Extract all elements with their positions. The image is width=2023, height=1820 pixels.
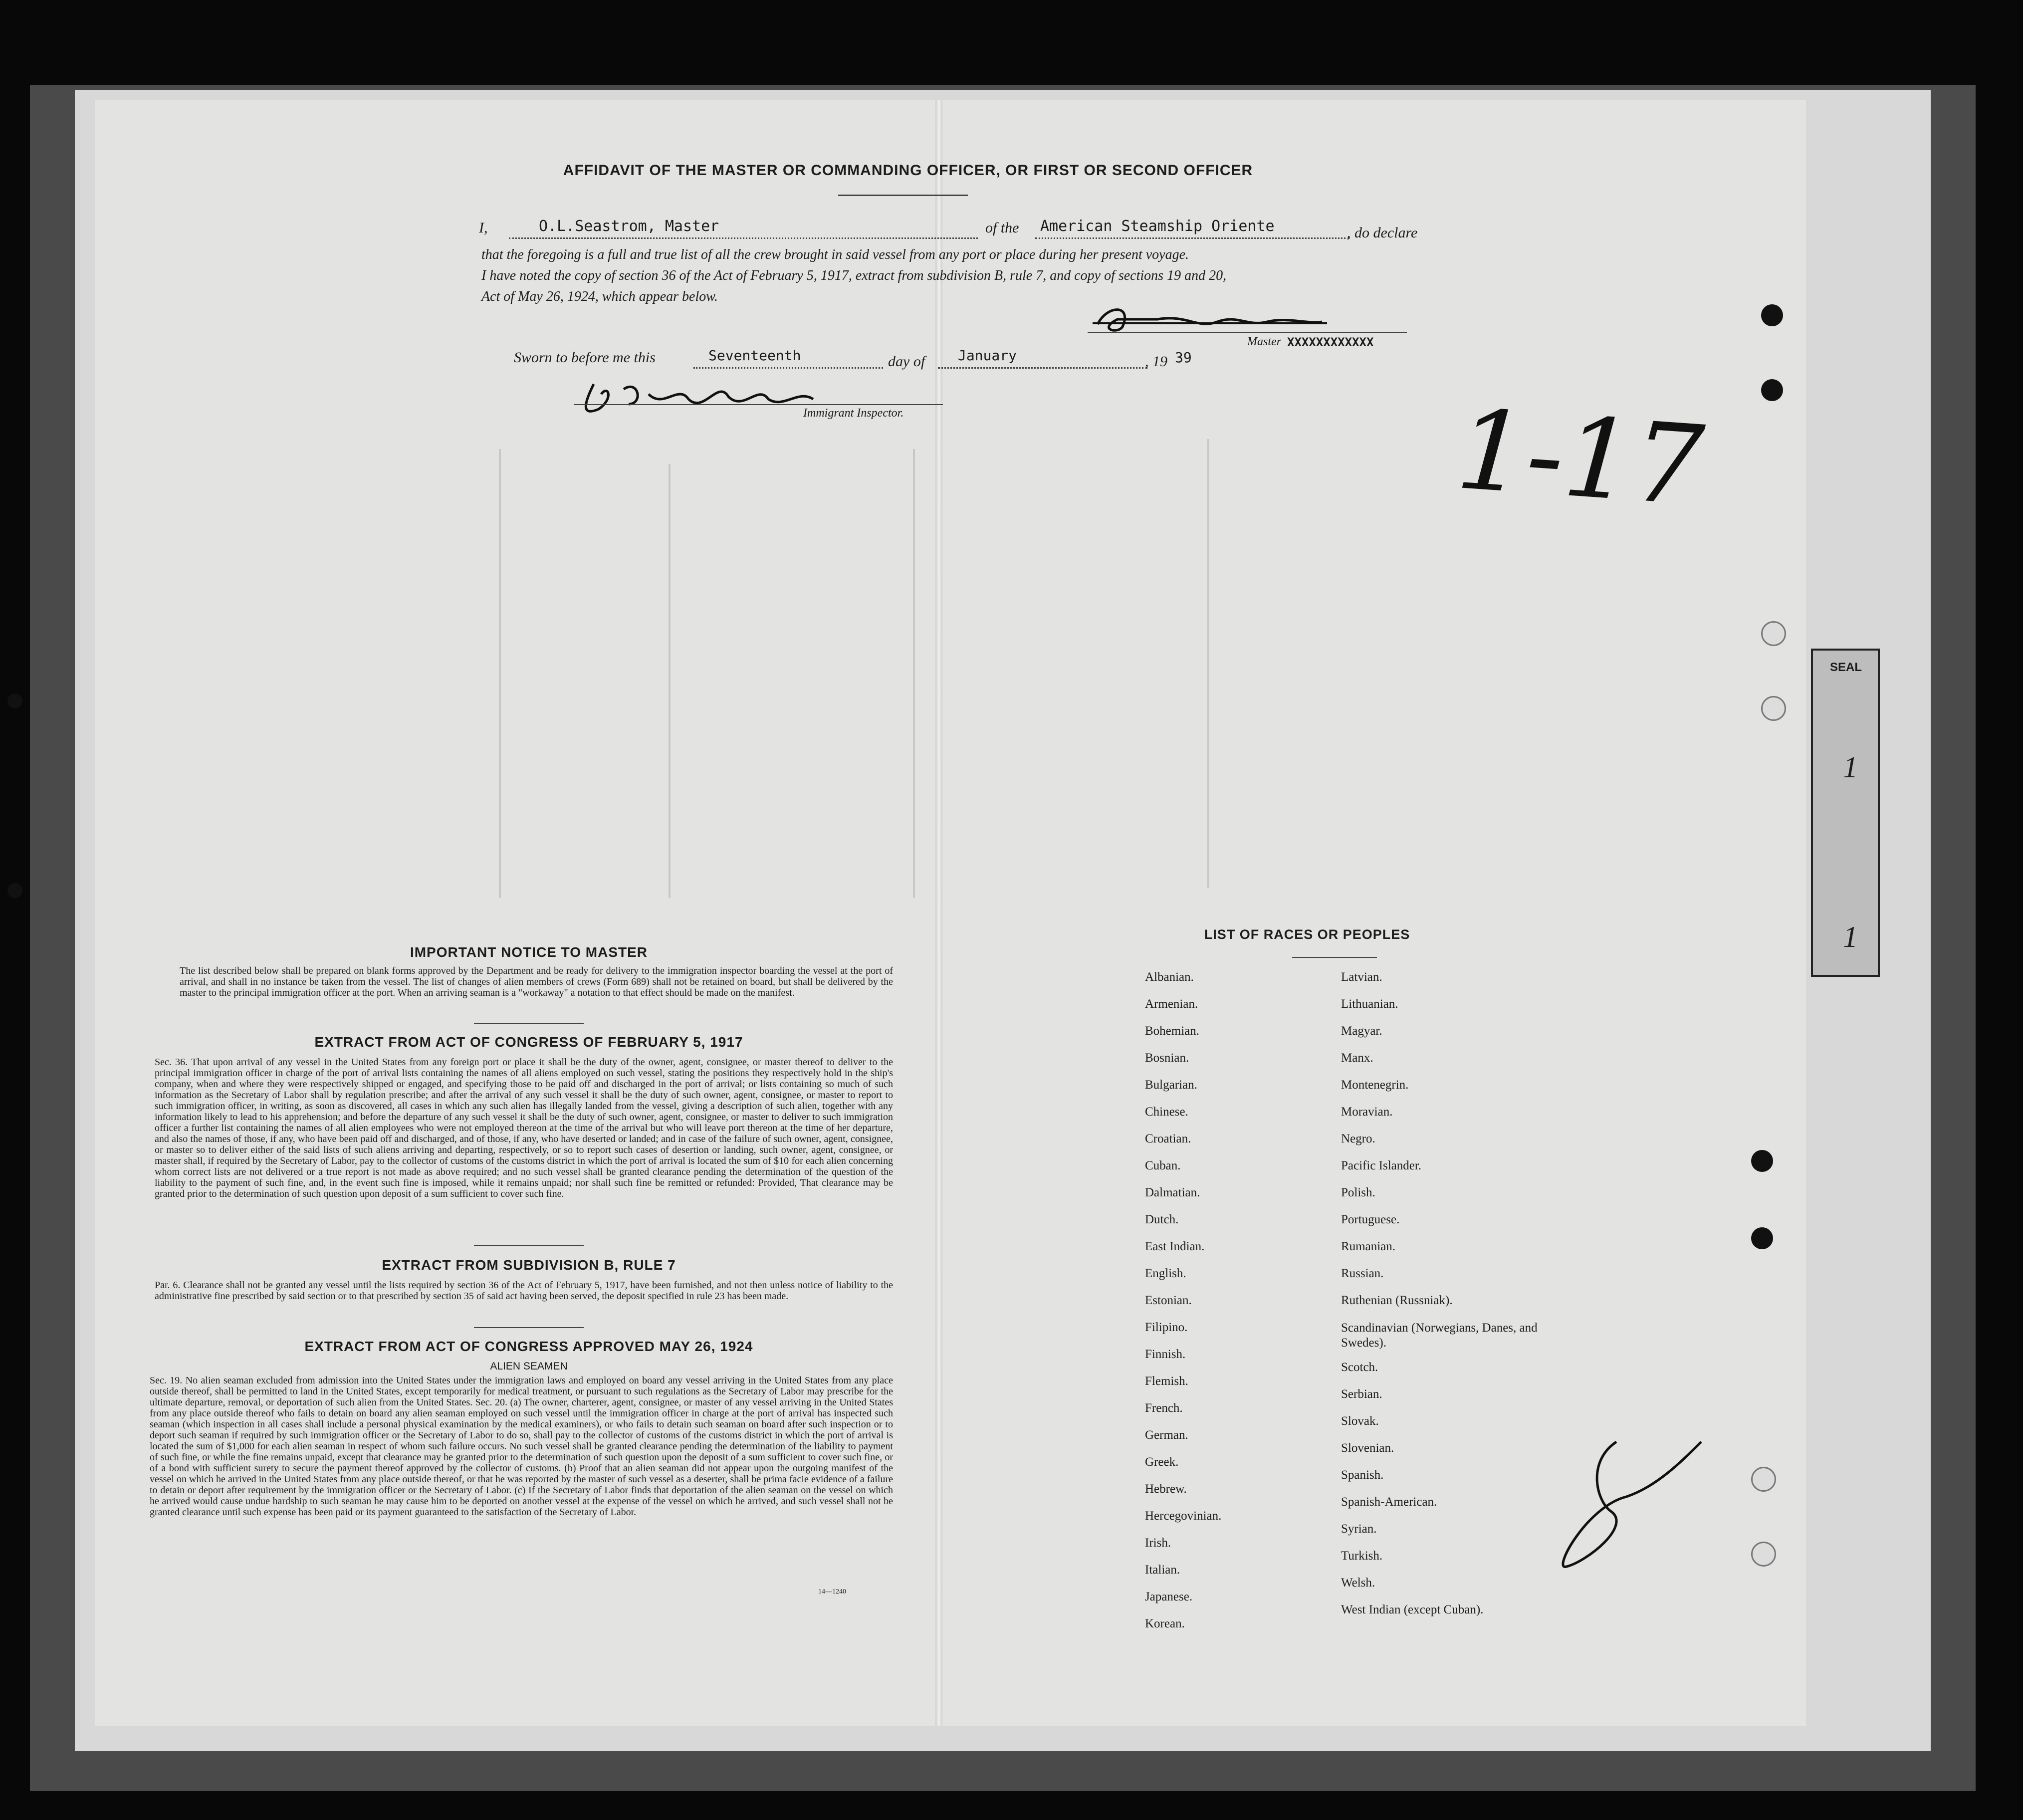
race-item: Syrian.: [1341, 1522, 1377, 1536]
divider: [474, 1023, 584, 1024]
race-item: Slovenian.: [1341, 1441, 1394, 1455]
tab-mark-1: 1: [1843, 751, 1858, 784]
extract-rule7-text: Par. 6. Clearance shall not be granted any vessel until the lists required by section 36 of the Act of February 5, 1917, have been furnished, and not then unless notice of liability to the administrative fine prescribed by said section or to that prescribed by section 35 of said act having been served, the deposit specified in rule 23 has been made.: [155, 1280, 893, 1302]
ghost-line: [669, 464, 671, 898]
race-item: Pacific Islander.: [1341, 1159, 1422, 1172]
affidavit-body-line: Act of May 26, 1924, which appear below.: [481, 289, 718, 304]
punch-hole: [1761, 621, 1786, 646]
punch-hole: [1761, 304, 1783, 326]
inspector-label: Immigrant Inspector.: [803, 407, 904, 420]
races-left-column: [1145, 970, 1335, 1644]
affidavit-title: AFFIDAVIT OF THE MASTER OR COMMANDING OFFICER, OR FIRST OR SECOND OFFICER: [563, 162, 1253, 179]
signature-line: [1088, 332, 1407, 333]
race-item: Russian.: [1341, 1267, 1384, 1280]
affidavit-body-line: that the foregoing is a full and true list of all the crew brought in said vessel from any port or place during her present voyage.: [481, 247, 1189, 262]
sworn-month-value: January: [958, 347, 1017, 364]
of-the-label: of the: [985, 220, 1019, 236]
master-name-field: [509, 220, 978, 239]
tab-mark-2: 1: [1843, 920, 1858, 953]
race-item: Welsh.: [1341, 1576, 1375, 1590]
extract-1924-subtitle: ALIEN SEAMEN: [490, 1361, 568, 1372]
race-item: Slovak.: [1341, 1414, 1379, 1428]
extract-1924-text: Sec. 19. No alien seaman excluded from admission into the United States under the immigration laws and employed on board any vessel arriving in the United States from any place outside thereof, shall be permitted to land in the United States, except temporarily for medical treatment, or pursuant to such regulations as the Secretary of Labor may prescribe for the ultimate departure, removal, or deportation of such alien from the United States. Sec. 20. (a) The owner, charterer, agent, consignee, or master of any vessel arriving in the United States from any place outside thereof who fails to detain on board any alien seaman employed on such vessel until the immigration officer in charge at the port of arrival has inspected such seaman (which inspection in all cases shall include a personal physical examination by the medical examiners), or who fails to detain such seaman on board after such inspection or to deport such seaman if required by such immigration officer or the Secretary of Labor to do so, shall pay to the collector of customs of the customs district in which the port of arrival is located the sum of $1,000 for each alien seaman in respect of whom such failure occurs. No such vessel shall be granted clearance pending the determination of the liability to payment of such fine, or while the fine remains unpaid, except that clearance may be granted prior to the determination of such question upon the deposit of a sum sufficient to cover such fine, or of a bond with sufficient surety to secure the payment thereof approved by the collector of customs. (b) Proof that an alien seaman did not appear upon the outgoing manifest of the vessel on which he arrived in the United States from any place outside thereof, or that he was reported by the master of such vessel as a deserter, shall be prima facie evidence of a failure to detain or deport after requirement by the immigration officer or the Secretary of Labor. (c) If the Secretary of Labor finds that deportation of the alien seaman on the vessel on which he arrived would cause undue hardship to such seaman he may cause him to be deported on another vessel at the expense of the vessel on which he arrived, and such vessel shall not be granted clearance until such expense has been paid or its payment guaranteed to the satisfaction of the Secretary of Labor.: [150, 1375, 893, 1518]
race-item: Greek.: [1145, 1455, 1179, 1469]
race-item: Negro.: [1341, 1132, 1375, 1145]
races-title: LIST OF RACES OR PEOPLES: [1204, 927, 1410, 942]
sworn-day-field: [693, 349, 883, 369]
race-item: Scandinavian (Norwegians, Danes, and Swedes).: [1341, 1321, 1538, 1350]
race-item: Bosnian.: [1145, 1051, 1189, 1065]
vessel-field: [1035, 220, 1349, 239]
race-item: Finnish.: [1145, 1348, 1186, 1361]
race-item: Spanish.: [1341, 1468, 1384, 1482]
notice-title: IMPORTANT NOTICE TO MASTER: [410, 944, 648, 960]
extract-1917-text: Sec. 36. That upon arrival of any vessel in the United States from any foreign port or place it shall be the duty of the owner, agent, consignee, or master thereof to deliver to the principal immigration officer in charge of the port of arrival lists containing the names of all aliens employed on such vessel, stating the positions they respectively hold in the ship's company, when and where they were respectively shipped or engaged, and specifying those to be paid off and discharged in the port of arrival; or lists containing so much of such information as the Secretary of Labor shall by regulation prescribe; and after the arrival of any such vessel it shall be the duty of such owner, agent, consignee, or master to report to such immigration officer, in writing, as soon as discovered, all cases in which any such alien has illegally landed from the vessel, giving a description of such alien, together with any information likely to lead to his apprehension; and before the departure of any such vessel it shall be the duty of such owner, agent, consignee, or master to deliver to such immigration officer a further list containing the names of all alien employees who were not employed thereon at the time of the arrival but who will leave port thereon at the time of her departure, and also the names of those, if any, who have been paid off and discharged, and of those, if any, who have deserted or landed; and in case of the failure of such owner, agent, consignee, or master so to deliver either of the said lists of such aliens arriving and departing, respectively, or so to report such cases of desertion or landing, such owner, agent, consignee, or master shall, if required by the Secretary of Labor, pay to the collector of customs of the customs district in which the port of arrival is located the sum of $10 for each alien concerning whom correct lists are not delivered or a true report is not made as above required; and no such vessel shall be granted clearance pending the determination of the question of the liability to the payment of such fine, and, in the event such fine is imposed, while it remains unpaid; nor shall such fine be remitted or refunded: Provided, That clearance may be granted prior to the determination of such question upon deposit of a sum sufficient to cover such fine.: [155, 1057, 893, 1199]
race-item: German.: [1145, 1428, 1188, 1442]
race-item: Moravian.: [1341, 1105, 1393, 1119]
ghost-line: [1207, 439, 1209, 888]
struck-title: XXXXXXXXXXXX: [1287, 335, 1374, 349]
attached-tab: [1811, 649, 1880, 977]
race-item: Flemish.: [1145, 1374, 1188, 1388]
race-item: Cuban.: [1145, 1159, 1181, 1172]
sworn-month-field: [938, 349, 1147, 369]
race-item: Italian.: [1145, 1563, 1180, 1577]
race-item: Croatian.: [1145, 1132, 1191, 1145]
divider: [474, 1245, 584, 1246]
punch-hole: [7, 693, 22, 708]
race-item: East Indian.: [1145, 1240, 1205, 1253]
affidavit-body-line: I have noted the copy of section 36 of the Act of February 5, 1917, extract from subdivision B, rule 7, and copy of sections 19 and 20,: [481, 268, 1227, 283]
race-item: English.: [1145, 1267, 1186, 1280]
year-suffix: 39: [1175, 349, 1192, 366]
punch-hole: [1751, 1227, 1773, 1249]
do-declare-label: , do declare: [1347, 225, 1418, 241]
sworn-label: Sworn to before me this: [514, 349, 656, 366]
punch-hole: [1751, 1467, 1776, 1492]
sworn-day-value: Seventeenth: [708, 347, 801, 364]
race-item: Hercegovinian.: [1145, 1509, 1222, 1523]
race-item: Montenegrin.: [1341, 1078, 1409, 1092]
ghost-line: [913, 449, 915, 898]
affidavit-i-label: I,: [479, 220, 488, 236]
day-of-label: day of: [888, 353, 925, 370]
race-item: Dalmatian.: [1145, 1186, 1200, 1199]
master-label: Master: [1247, 335, 1281, 348]
year-prefix: , 19: [1145, 353, 1167, 370]
race-item: Dutch.: [1145, 1213, 1179, 1226]
ghost-line: [499, 449, 501, 898]
race-item: Chinese.: [1145, 1105, 1188, 1119]
race-item: Latvian.: [1341, 970, 1382, 984]
tab-label: SEAL: [1830, 661, 1862, 674]
master-signature: [1088, 299, 1337, 339]
race-item: Filipino.: [1145, 1321, 1188, 1334]
race-item: Bulgarian.: [1145, 1078, 1197, 1092]
form-number: 14—1240: [818, 1588, 846, 1595]
vessel-value: American Steamship Oriente: [1040, 218, 1275, 235]
race-item: Albanian.: [1145, 970, 1194, 984]
race-item: Manx.: [1341, 1051, 1373, 1065]
race-item: Irish.: [1145, 1536, 1171, 1550]
handwritten-page-number: 1-17: [1452, 386, 1708, 530]
handwritten-mark: [1557, 1432, 1706, 1582]
affidavit-body: [481, 244, 1429, 307]
race-item: Lithuanian.: [1341, 997, 1398, 1011]
race-item: Japanese.: [1145, 1590, 1193, 1603]
race-item: Bohemian.: [1145, 1024, 1200, 1038]
race-item: Ruthenian (Russniak).: [1341, 1294, 1453, 1307]
punch-hole: [1761, 379, 1783, 401]
notice-text: The list described below shall be prepared on blank forms approved by the Department and be ready for delivery to the immigration inspector boarding the vessel at the port of arrival, and shall in no instance be taken from the vessel. The list of changes of alien members of crews (Form 689) shall not be retained on board, but shall be delivered by the master to the principal immigration officer at the port. When an arriving seaman is a "workaway" a notation to that effect should be made on the manifest.: [180, 965, 893, 998]
inspector-line: [574, 404, 943, 405]
extract-1924-title: EXTRACT FROM ACT OF CONGRESS APPROVED MAY 26, 1924: [304, 1339, 753, 1354]
divider: [1292, 957, 1377, 958]
race-item: Scotch.: [1341, 1361, 1378, 1374]
punch-hole: [1751, 1150, 1773, 1172]
race-item: French.: [1145, 1401, 1183, 1415]
race-item: Rumanian.: [1341, 1240, 1396, 1253]
punch-hole: [7, 883, 22, 898]
race-item: Magyar.: [1341, 1024, 1382, 1038]
race-item: Polish.: [1341, 1186, 1375, 1199]
race-item: Turkish.: [1341, 1549, 1383, 1563]
divider: [838, 195, 968, 196]
race-item: Korean.: [1145, 1617, 1185, 1630]
punch-hole: [1761, 696, 1786, 721]
page-fold: [935, 100, 942, 1726]
race-item: Armenian.: [1145, 997, 1198, 1011]
extract-rule7-title: EXTRACT FROM SUBDIVISION B, RULE 7: [382, 1257, 676, 1273]
races-right-column: [1341, 970, 1541, 1630]
divider: [474, 1327, 584, 1328]
punch-hole: [1751, 1542, 1776, 1567]
race-item: Portuguese.: [1341, 1213, 1400, 1226]
race-item: Estonian.: [1145, 1294, 1192, 1307]
extract-1917-title: EXTRACT FROM ACT OF CONGRESS OF FEBRUARY 5, 1917: [314, 1034, 743, 1050]
race-item: Hebrew.: [1145, 1482, 1187, 1496]
race-item: Spanish-American.: [1341, 1495, 1437, 1509]
race-item: Serbian.: [1341, 1387, 1382, 1401]
race-item: West Indian (except Cuban).: [1341, 1603, 1484, 1616]
master-name-value: O.L.Seastrom, Master: [539, 218, 719, 235]
